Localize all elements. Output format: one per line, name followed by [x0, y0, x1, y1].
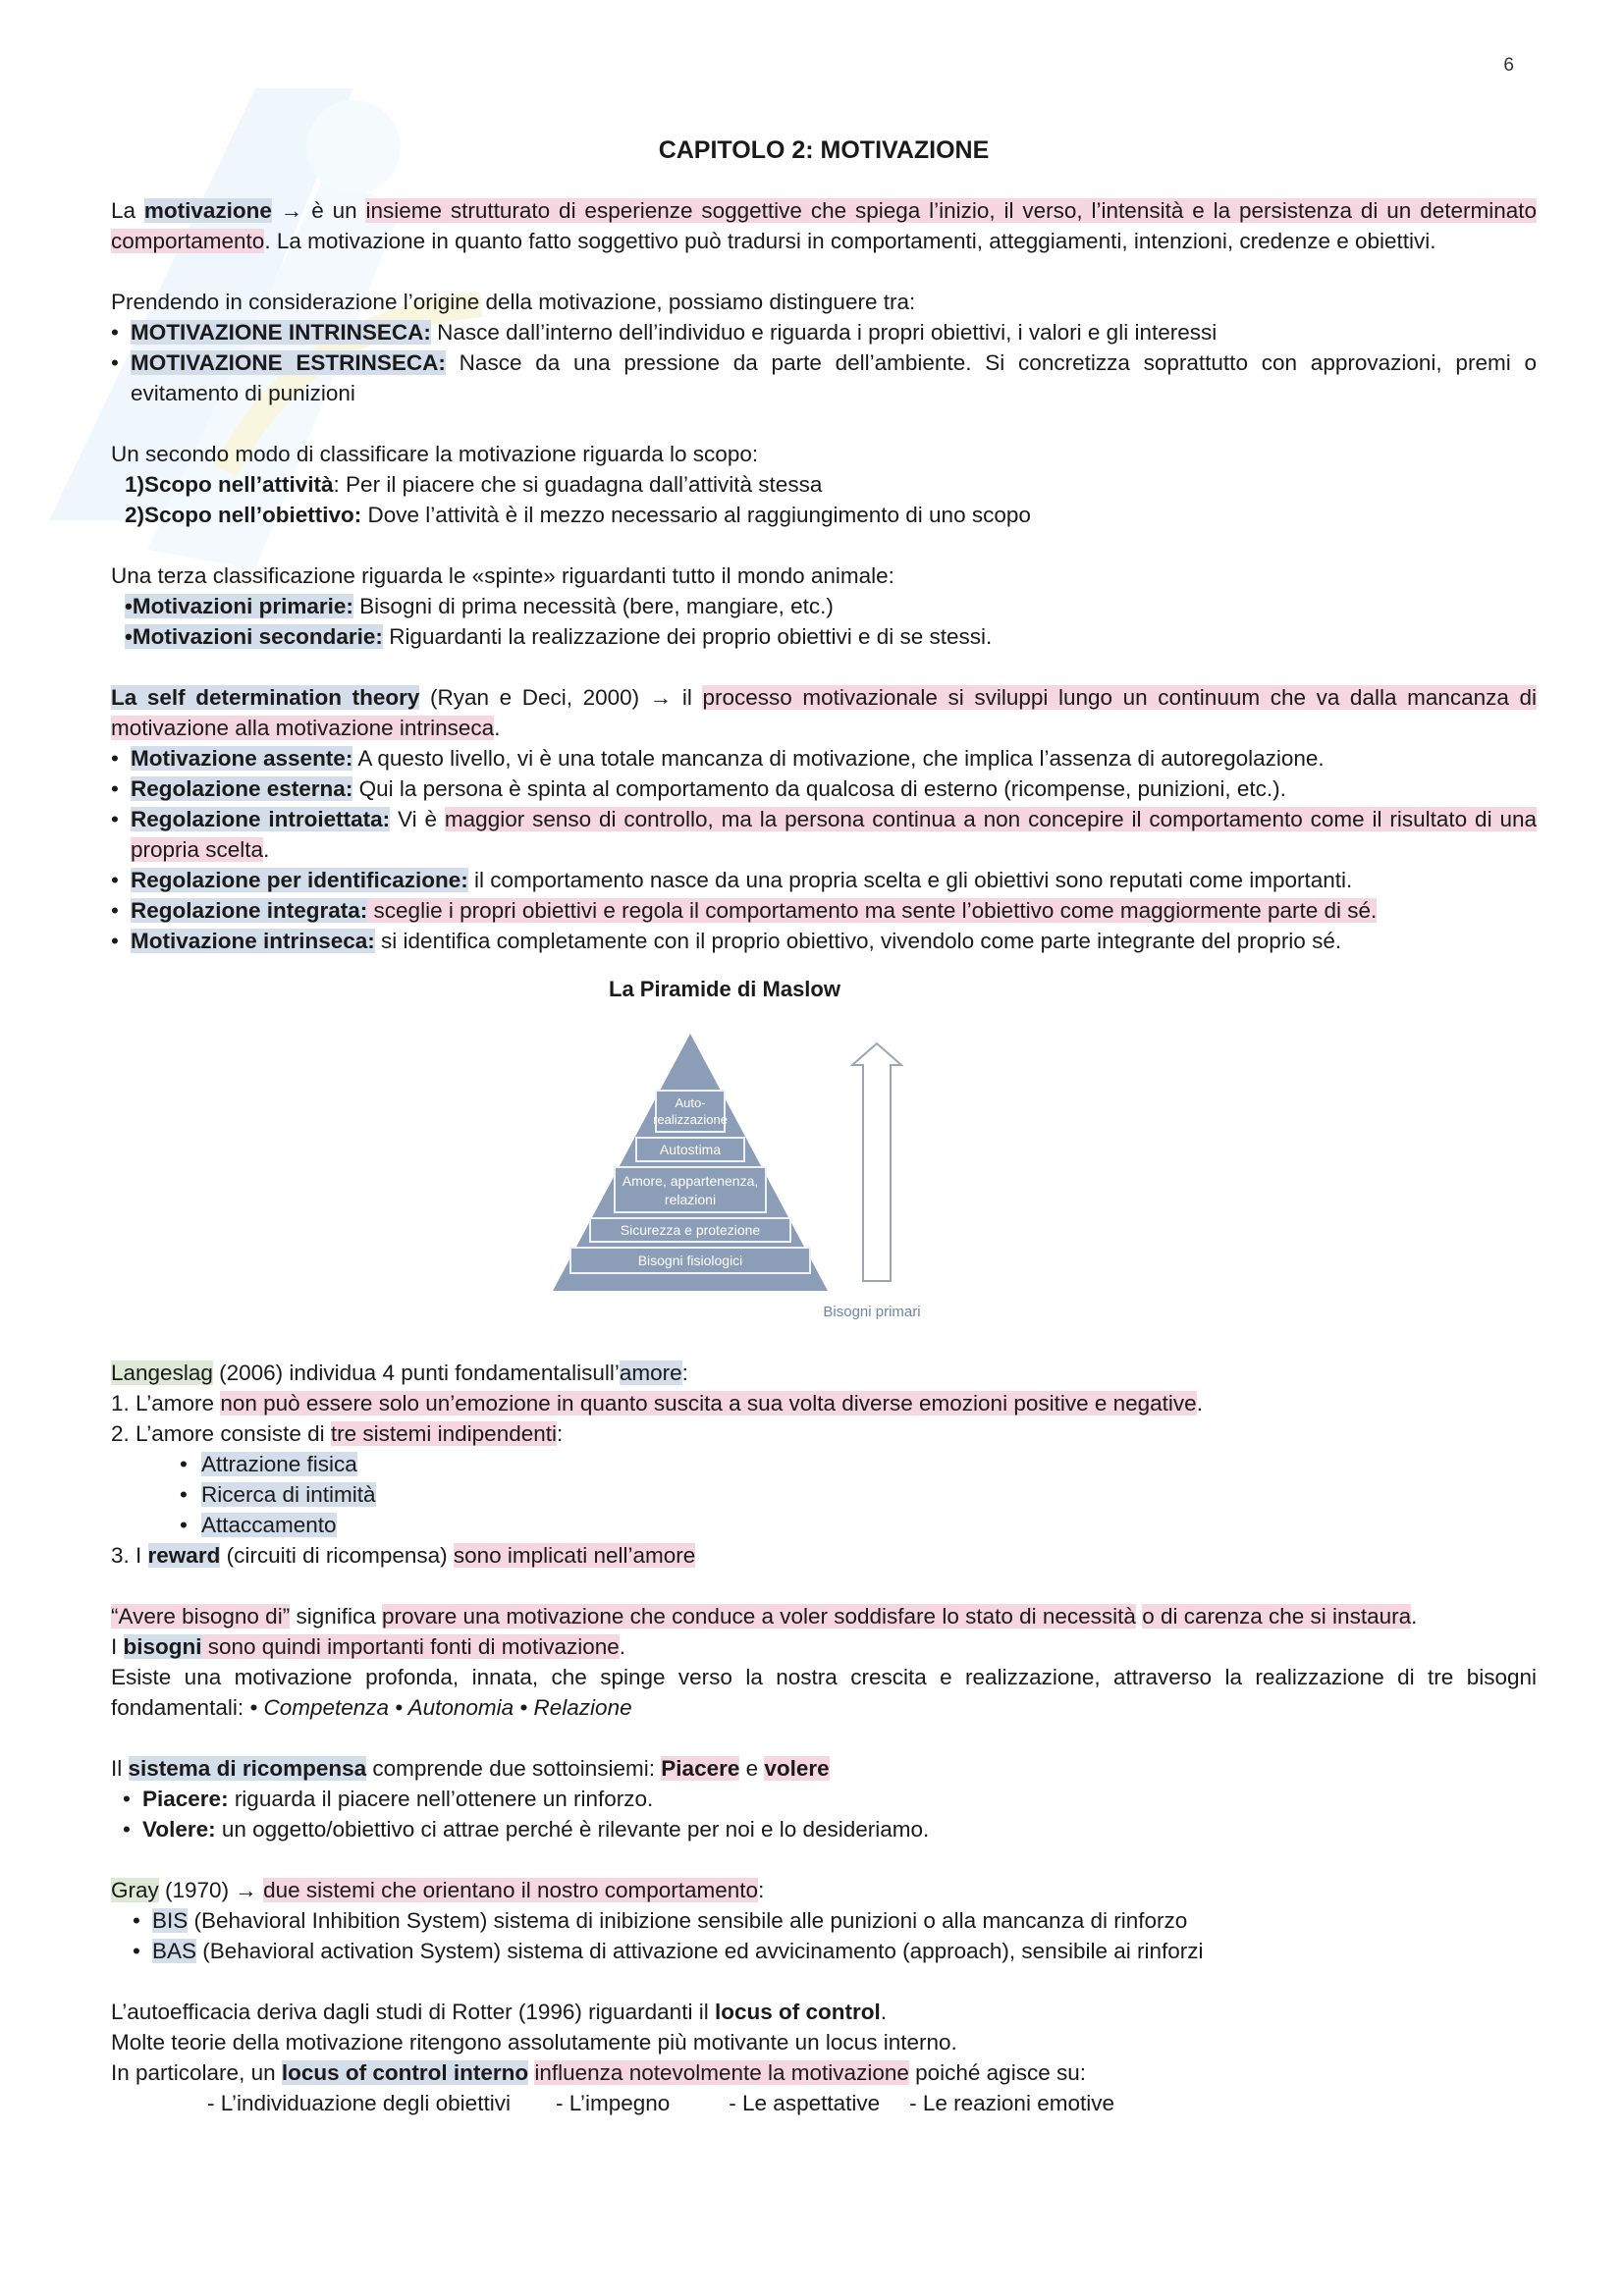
list-item: • Piacere: riguarda il piacere nell’ottenere un rinforzo.	[111, 1784, 1537, 1814]
list-item: - Le reazioni emotive	[909, 2091, 1114, 2115]
sdt-list	[111, 743, 1537, 956]
love-intro: Langeslag (2006) individua 4 punti fondamentalisull’amore:	[111, 1361, 688, 1385]
love-systems-list	[180, 1449, 1537, 1540]
list-item: - L’impegno	[555, 2091, 671, 2115]
list-item: • Regolazione per identificazione: il comportamento nasce da una propria scelta e gli obiettivi sono reputati come importanti.	[111, 865, 1537, 895]
locus-items	[111, 2088, 1537, 2118]
main-content	[111, 135, 1537, 2118]
gray-list	[121, 1905, 1537, 1966]
reward-intro: Il sistema di ricompensa comprende due sottoinsiemi: Piacere e volere	[111, 1756, 830, 1781]
pyramid-label: realizzazione	[653, 1112, 728, 1127]
scope-intro: Un secondo modo di classificare la motivazione riguarda lo scopo:	[111, 442, 759, 466]
pyramid-label: Autostima	[659, 1142, 722, 1157]
sdt-paragraph: La self determination theory (Ryan e Deci, 2000) → il processo motivazionale si sviluppi lungo un continuum che va dalla mancanza di motivazione alla motivazione intrinseca.	[111, 685, 1537, 740]
love-point-2: 2. L’amore consiste di tre sistemi indipendenti:	[111, 1421, 564, 1446]
list-item: • Motivazione assente: A questo livello, vi è una totale mancanza di motivazione, che implica l’assenza di autoregolazione.	[111, 743, 1537, 774]
definition-paragraph: La motivazione → è un insieme strutturato di esperienze soggettive che spiega l’inizio, il verso, l’intensità e la persistenza di un determinato comportamento. La motivazione in quanto fatto soggettivo può tradursi in comportamenti, atteggiamenti, intenzioni, credenze e obiettivi.	[111, 198, 1538, 253]
push-list	[111, 591, 1537, 652]
list-item: • BAS (Behavioral activation System) sistema di attivazione ed avvicinamento (approach), sensibile ai rinforzi	[121, 1936, 1537, 1966]
list-item: - L’individuazione degli obiettivi	[207, 2091, 511, 2115]
page-number: 6	[1503, 55, 1514, 76]
arrow-label: Bisogni primari	[823, 1304, 921, 1320]
origin-list	[111, 317, 1537, 408]
chapter-title: CAPITOLO 2: MOTIVAZIONE	[658, 136, 990, 164]
locus-line-2: Molte teorie della motivazione ritengono assolutamente più motivante un locus interno.	[111, 2030, 957, 2055]
list-item: • MOTIVAZIONE INTRINSECA: Nasce dall’interno dell’individuo e riguarda i propri obiettivi, i valori e gli interessi	[111, 317, 1537, 347]
list-item: • Ricerca di intimità	[180, 1479, 1537, 1510]
gray-intro: Gray (1970) → due sistemi che orientano il nostro comportamento:	[111, 1878, 765, 1902]
list-item: • Attaccamento	[180, 1510, 1537, 1540]
love-point-1: 1. L’amore non può essere solo un’emozione in quanto suscita a sua volta diverse emozioni positive e negative.	[111, 1391, 1203, 1415]
locus-line-3: In particolare, un locus of control interno influenza notevolmente la motivazione poiché agisce su:	[111, 2060, 1086, 2085]
locus-line-1: L’autoefficacia deriva dagli studi di Rotter (1996) riguardanti il locus of control.	[111, 2000, 887, 2024]
reward-list	[111, 1784, 1537, 1844]
origin-intro: Prendendo in considerazione l’origine della motivazione, possiamo distinguere tra:	[111, 290, 916, 314]
needs-line-3: Esiste una motivazione profonda, innata, che spinge verso la nostra crescita e realizzazione, attraverso la realizzazione di tre bisogni fondamentali: • Competenza • Autonomia • Relazione	[111, 1665, 1537, 1720]
scope-list	[111, 469, 1537, 530]
maslow-title: La Piramide di Maslow	[609, 977, 840, 1001]
needs-paragraph: “Avere bisogno di” significa provare una motivazione che conduce a voler soddisfare lo stato di necessità o di carenza che si instaura.	[111, 1604, 1418, 1629]
list-item: • BIS (Behavioral Inhibition System) sistema di inibizione sensibile alle punizioni o alla mancanza di rinforzo	[121, 1905, 1537, 1936]
pyramid-label: relazioni	[664, 1192, 717, 1207]
list-item: - Le aspettative	[729, 2091, 881, 2115]
list-item: • Regolazione integrata: sceglie i propri obiettivi e regola il comportamento ma sente l’obiettivo come maggiormente parte di sé.	[111, 895, 1537, 926]
needs-line-2: I bisogni sono quindi importanti fonti di motivazione.	[111, 1634, 626, 1659]
term-motivazione: motivazione	[143, 198, 272, 223]
pyramid-label: Sicurezza e protezione	[620, 1222, 761, 1238]
pyramid-label: Bisogni fisiologici	[637, 1253, 743, 1268]
maslow-pyramid	[543, 1024, 1250, 1358]
push-intro: Una terza classificazione riguarda le «spinte» riguardanti tutto il mondo animale:	[111, 563, 894, 588]
list-item: • Attrazione fisica	[180, 1449, 1537, 1479]
up-arrow-icon	[852, 1043, 901, 1281]
list-item: •Motivazioni secondarie: Riguardanti la realizzazione dei proprio obiettivi e di se stessi.	[125, 624, 993, 649]
pyramid-label: Amore, appartenenza,	[622, 1173, 759, 1189]
list-item: • Volere: un oggetto/obiettivo ci attrae perché è rilevante per noi e lo desideriamo.	[111, 1814, 1537, 1844]
love-point-3: 3. I reward (circuiti di ricompensa) sono implicati nell’amore	[111, 1543, 696, 1568]
definition-highlight: insieme strutturato di esperienze soggettive che spiega l’inizio, il verso, l’intensità e la persistenza di un determinato comportamento	[111, 198, 1538, 253]
pyramid-label: Auto-	[675, 1095, 706, 1110]
list-item: 1)Scopo nell’attività: Per il piacere che si guadagna dall’attività stessa	[125, 472, 823, 497]
list-item: •Motivazioni primarie: Bisogni di prima necessità (bere, mangiare, etc.)	[125, 594, 834, 618]
list-item: • Regolazione esterna: Qui la persona è spinta al comportamento da qualcosa di esterno (ricompense, punizioni, etc.).	[111, 774, 1537, 804]
maslow-pyramid-figure	[111, 1004, 1537, 1358]
list-item: 2)Scopo nell’obiettivo: Dove l’attività è il mezzo necessario al raggiungimento di uno scopo	[125, 503, 1031, 527]
list-item: • Motivazione intrinseca: si identifica completamente con il proprio obiettivo, vivendolo come parte integrante del proprio sé.	[111, 926, 1537, 956]
list-item: • Regolazione introiettata: Vi è maggior senso di controllo, ma la persona continua a non concepire il comportamento come il risultato di una propria scelta.	[111, 804, 1537, 865]
list-item: • MOTIVAZIONE ESTRINSECA: Nasce da una pressione da parte dell’ambiente. Si concretizza soprattutto con approvazioni, premi o evitamento di punizioni	[111, 347, 1537, 408]
